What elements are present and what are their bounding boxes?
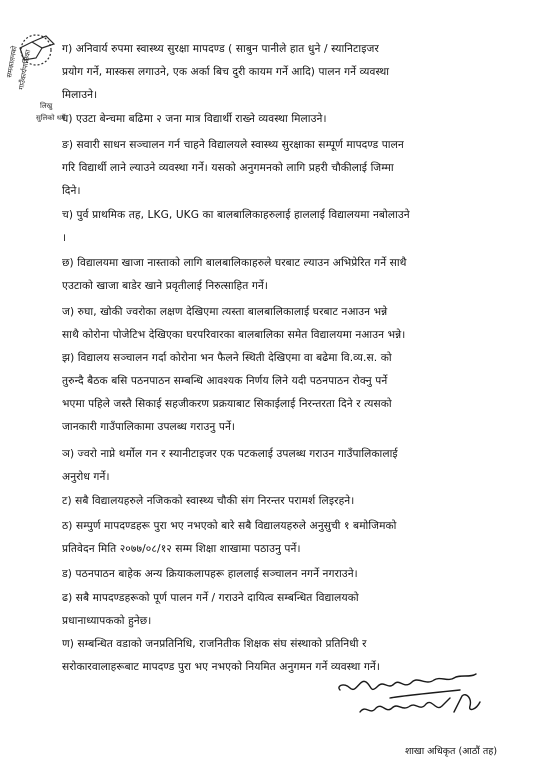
clause-na-line-1: ण) सम्बन्धित वडाको जनप्रतिनिधि, राजनितीक शिक्षक संघ संस्थाको प्रतिनिधी र bbox=[62, 638, 367, 650]
clause-nya-line-2: अनुरोध गर्ने। bbox=[62, 471, 110, 483]
clause-jha-line-4: जानकारी गाउँपालिकामा उपलब्ध गराउनु पर्ने। bbox=[62, 421, 236, 433]
clause-ga-line-3: मिलाउने। bbox=[62, 89, 98, 101]
stamp-line-2: गाउँकार्यपालिका bbox=[17, 49, 33, 91]
stamp-line-3: लिखु bbox=[40, 102, 53, 110]
clause-dha bbox=[62, 587, 512, 633]
clause-cha-line-1: च) पुर्व प्राथमिक तह, LKG, UKG का बालबालिकाहरुलाई हाललाई विद्यालयमा नबोलाउने bbox=[62, 209, 410, 221]
clause-tha-line-1: ठ) सम्पुर्ण मापदण्डहरू पुरा भए नभएको बारे सबै विद्यालयहरुले अनुसुची १ बमोजिमको bbox=[62, 520, 397, 532]
clause-ga-line-2: प्रयोग गर्ने, मास्कस लगाउने, एक अर्का बिच दुरी कायम गर्ने आदि) पालन गर्ने व्यवस्था bbox=[62, 66, 390, 78]
clause-gha-line-1: घ) एउटा बेन्चमा बढिमा २ जना मात्र विद्यार्थी राख्ने व्यवस्था मिलाउने। bbox=[62, 113, 327, 125]
clause-ja-line-1: ज) रुघा, खोकी ज्वरोका लक्षण देखिएमा त्यस्ता बालबालिकालाई घरबाट नआउन भन्ने bbox=[62, 306, 388, 318]
clause-nya-line-1: ञ) ज्वरो नाप्ने थर्मोल गन र स्यानीटाइजर एक पटकलाई उपलब्ध गराउन गाउँपालिकालाई bbox=[62, 448, 398, 460]
stamp-line-1: समकालनको bbox=[6, 45, 19, 79]
clause-chha bbox=[62, 252, 512, 298]
handwritten-signature bbox=[330, 668, 500, 728]
clause-dha-line-1: ढ) सबै मापदण्डहरूको पूर्ण पालन गर्ने / गराउने दायित्व सम्बन्धित विद्यालयको bbox=[62, 592, 359, 604]
clause-cha-line-2: । bbox=[62, 232, 67, 244]
clause-nga-line-2: गरि विद्यार्थी लाने ल्याउने व्यवस्था गर्ने। यसको अनुगमनको लागि प्रहरी चौकीलाई जिम्मा bbox=[62, 162, 394, 174]
clause-ta bbox=[62, 490, 512, 513]
clause-tha bbox=[62, 515, 512, 561]
clause-ja bbox=[62, 301, 512, 347]
clause-na-line-2: सरोकारवालाहरूबाट मापदण्ड पुरा भए नभएको नियमित अनुगमन गर्ने व्यवस्था गर्ने। bbox=[62, 661, 381, 673]
clause-jha bbox=[62, 347, 512, 439]
clause-dha-line-2: प्रधानाध्यापकको हुनेछ। bbox=[62, 615, 152, 627]
clause-ta-line-1: ट) सबै विद्यालयहरुले नजिकको स्वास्थ्य चौकी संग निरन्तर परामर्श लिइरहने। bbox=[62, 495, 355, 507]
clause-jha-line-3: भएमा पहिले जस्तै सिकाई सहजीकरण प्रक्रयाबाट सिकाईलाई निरन्तरता दिने र त्यसको bbox=[62, 398, 392, 410]
clause-nga bbox=[62, 134, 512, 203]
clause-ga bbox=[62, 38, 512, 107]
clause-chha-line-2: एउटाको खाजा बाडेर खाने प्रवृतीलाई निरुत्साहित गर्ने। bbox=[62, 280, 269, 292]
stamp-line-4: सुलिको धर्मे bbox=[36, 114, 66, 122]
clause-nya bbox=[62, 443, 512, 489]
clause-chha-line-1: छ) विद्यालयमा खाजा नास्ताको लागि बालबालिकाहरुले घरबाट ल्याउन अभिप्रेरित गर्ने साथै bbox=[62, 257, 407, 269]
clause-ja-line-2: साथै कोरोना पोजेटिभ देखिएका घरपरिवारका बालबालिका समेत विद्यालयमा नआउन भन्ने। bbox=[62, 329, 406, 341]
clause-cha bbox=[62, 204, 512, 250]
signatory-designation: शाखा अधिकृत (आठौं तह) bbox=[405, 746, 498, 757]
clause-nga-line-3: दिने। bbox=[62, 185, 81, 197]
clause-ga-line-1: ग) अनिवार्य रुपमा स्वास्थ्य सुरक्षा मापदण्ड ( साबुन पानीले हात धुने / स्यानिटाइजर bbox=[62, 43, 379, 55]
clause-da bbox=[62, 563, 512, 586]
clause-tha-line-2: प्रतिवेदन मिति २०७७/०८/१२ सम्म शिक्षा शाखामा पठाउनु पर्ने। bbox=[62, 543, 301, 555]
clause-da-line-1: ड) पठनपाठन बाहेक अन्य क्रियाकलापहरू हाललाई सञ्चालन नगर्ने नगराउने। bbox=[62, 568, 358, 580]
clause-jha-line-2: तुरुन्दै बैठक बसि पठनपाठन सम्बन्धि आवश्यक निर्णय लिने यदी पठनपाठन रोक्नु पर्ने bbox=[62, 375, 388, 387]
clause-nga-line-1: ङ) सवारी साधन सञ्चालन गर्न चाहने विद्यालयले स्वास्थ्य सुरक्षाका सम्पूर्ण मापदण्ड पालन bbox=[62, 139, 404, 151]
clause-gha bbox=[62, 108, 512, 131]
clause-jha-line-1: झ) विद्यालय सञ्चालन गर्दा कोरोना भन फैलने स्थिती देखिएमा वा बढेमा वि.व्य.स. को bbox=[62, 352, 392, 364]
